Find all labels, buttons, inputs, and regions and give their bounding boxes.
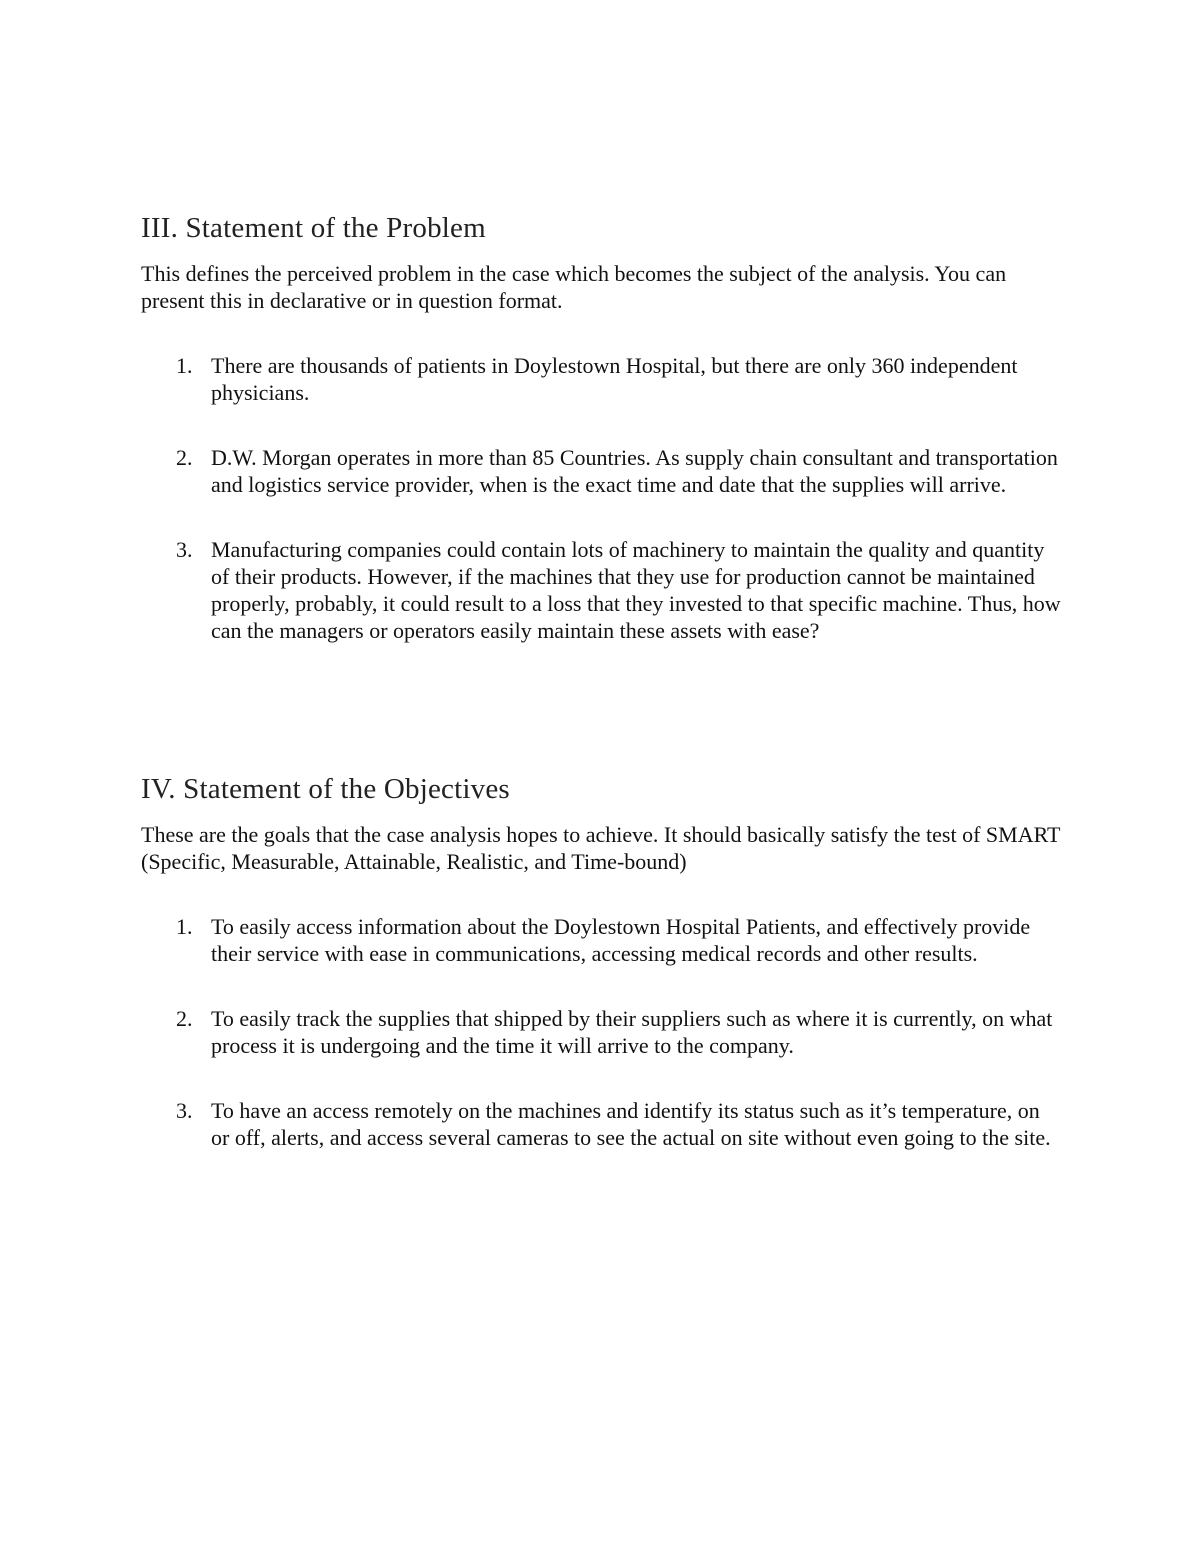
- objectives-section: [141, 769, 1061, 1151]
- objectives-heading: IV. Statement of the Objectives: [141, 773, 510, 805]
- objectives-intro: These are the goals that the case analysis hopes to achieve. It should basically satisfy the test of SMART (Specific, Measurable, Attainable, Realistic, and Time-bound): [141, 822, 1060, 874]
- problem-heading: III. Statement of the Problem: [141, 212, 486, 244]
- list-item-text: To easily track the supplies that shipped by their suppliers such as where it is currently, on what process it is undergoing and the time it will arrive to the company.: [211, 1006, 1053, 1058]
- list-item-text: To have an access remotely on the machines and identify its status such as it’s temperature, on or off, alerts, and access several cameras to see the actual on site without even going to the site.: [211, 1098, 1051, 1150]
- list-item: [141, 913, 1061, 967]
- list-item: [141, 1005, 1061, 1059]
- problem-intro: This defines the perceived problem in the case which becomes the subject of the analysis. You can present this in declarative or in question format.: [141, 261, 1007, 313]
- list-item-number: 2.: [176, 1006, 193, 1031]
- list-item: [141, 352, 1061, 406]
- list-item-text: D.W. Morgan operates in more than 85 Countries. As supply chain consultant and transportation and logistics service provider, when is the exact time and date that the supplies will arrive.: [211, 445, 1058, 497]
- list-item-number: 2.: [176, 445, 193, 470]
- list-item: [141, 1097, 1061, 1151]
- problem-section: [141, 208, 1061, 644]
- list-item-number: 1.: [176, 353, 193, 378]
- list-item-text: Manufacturing companies could contain lots of machinery to maintain the quality and quantity of their products. However, if the machines that they use for production cannot be maintained properly, probably, it could result to a loss that they invested to that specific machine. Thus, how can the managers or operators easily maintain these assets with ease?: [211, 537, 1061, 643]
- list-item: [141, 536, 1061, 644]
- list-item-number: 3.: [176, 537, 193, 562]
- list-item-text: To easily access information about the Doylestown Hospital Patients, and effectively provide their service with ease in communications, accessing medical records and other results.: [211, 914, 1031, 966]
- objectives-list: [141, 913, 1061, 1151]
- list-item-number: 3.: [176, 1098, 193, 1123]
- list-item-text: There are thousands of patients in Doylestown Hospital, but there are only 360 independent physicians.: [211, 353, 1018, 405]
- list-item: [141, 444, 1061, 498]
- problem-list: [141, 352, 1061, 644]
- list-item-number: 1.: [176, 914, 193, 939]
